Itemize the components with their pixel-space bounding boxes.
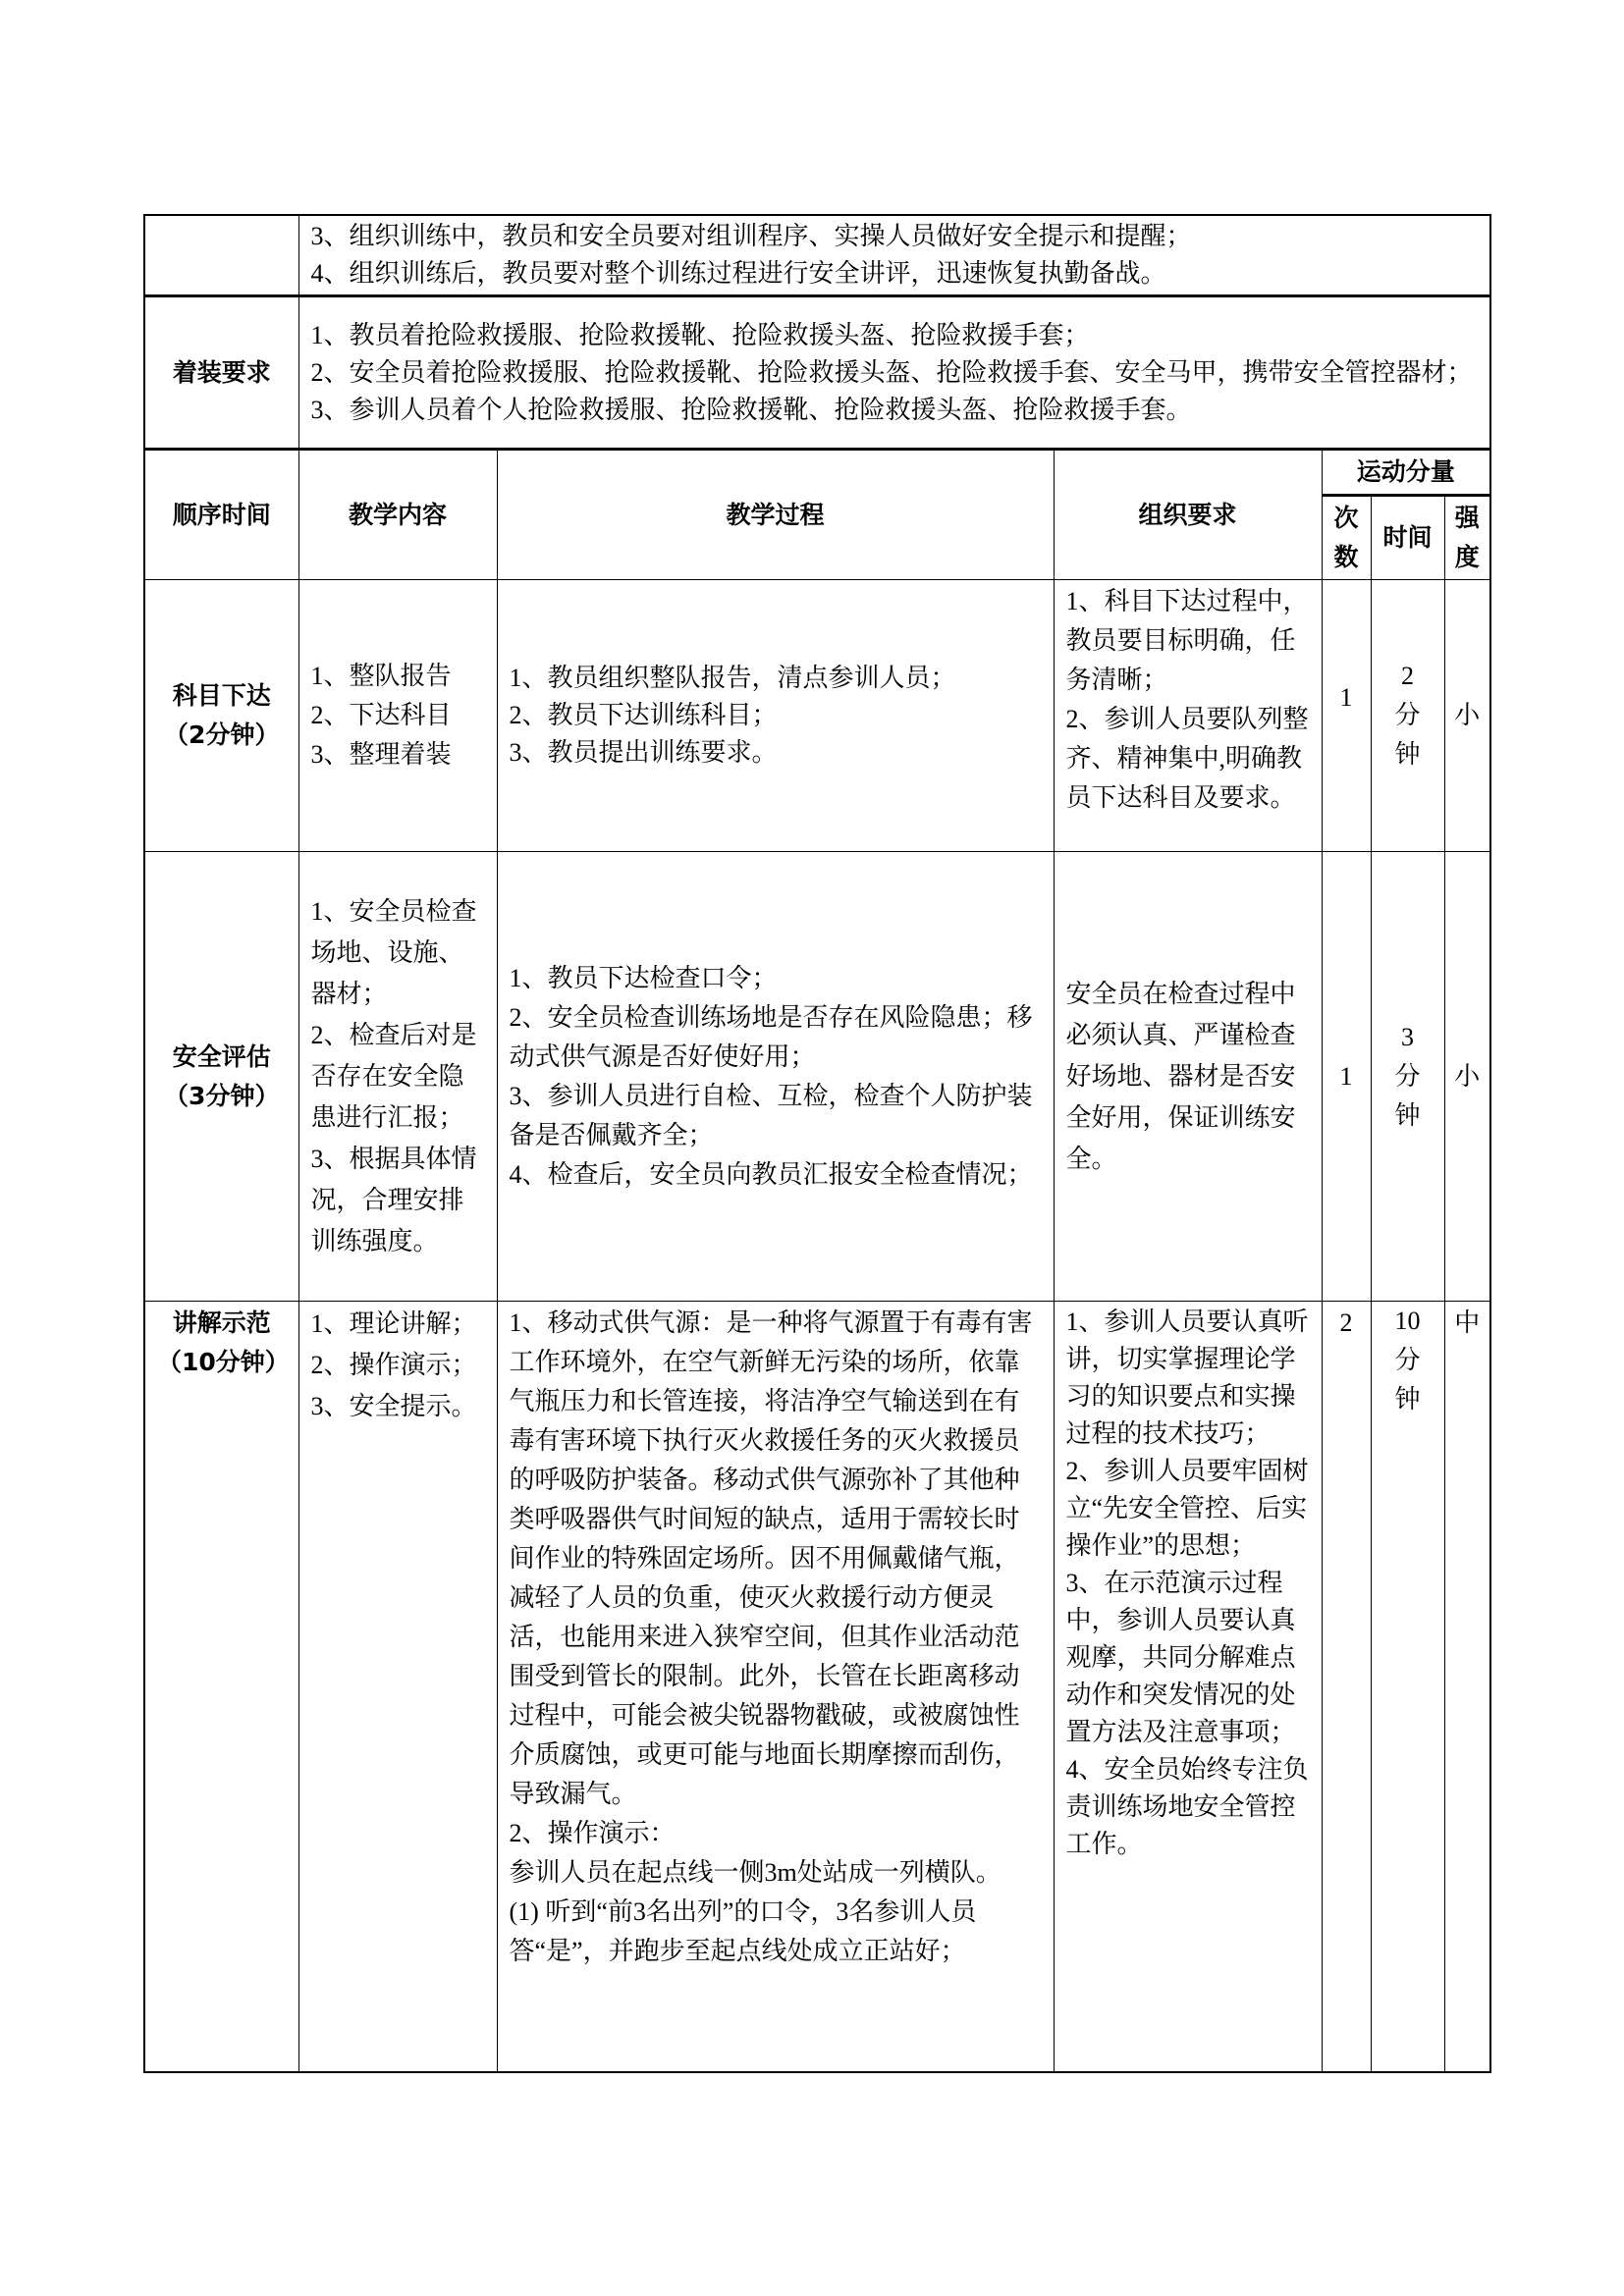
process-cell [497,852,1054,1302]
process-item: (1) 听到“前3名出列”的口令，3名参训人员答“是”，并跑步至起点线处成立正站好； [509,1897,977,1965]
header-row [144,450,1490,496]
count-cell: 1 [1322,580,1371,852]
content-item: 2、检查后对是否存在安全隐患进行汇报； [310,1020,477,1132]
header-intensity: 强度 [1444,496,1490,580]
attire-row [144,296,1490,450]
process-item: 2、安全员检查训练场地是否存在风险隐患；移动式供气源是否好使好用； [509,1002,1033,1071]
text-line: 3、组织训练中，教员和安全员要对组训程序、实操人员做好安全提示和提醒； [310,222,1192,250]
content-cell [298,580,497,852]
process-cell [497,580,1054,852]
attire-label: 着装要求 [144,296,298,450]
stage-name: 讲解示范 [172,1308,271,1337]
text-line: 4、组织训练后，教员要对整个训练过程进行安全讲评，迅速恢复执勤备战。 [310,259,1166,288]
process-item: 3、教员提出训练要求。 [509,738,778,767]
content-item: 3、安全提示。 [310,1392,477,1420]
process-item: 3、参训人员进行自检、互检，检查个人防护装备是否佩戴齐全； [509,1081,1033,1149]
header-content: 教学内容 [298,450,497,580]
table-row [144,852,1490,1302]
intensity-cell: 小 [1444,580,1490,852]
header-count: 次数 [1322,496,1371,580]
requirement-item: 4、安全员始终专注负责训练场地安全管控工作。 [1065,1755,1309,1858]
attire-cell [298,296,1490,450]
process-cell [497,1302,1054,2072]
count-cell: 2 [1322,1302,1371,2072]
text-line: 2、安全员着抢险救援服、抢险救援靴、抢险救援头盔、抢险救援手套、安全马甲，携带安全管控器材； [310,357,1473,387]
text-line: 1、教员着抢险救援服、抢险救援靴、抢险救援头盔、抢险救援手套； [310,320,1090,349]
stage-cell [144,852,298,1302]
stage-cell [144,1302,298,2072]
stage-cell [144,580,298,852]
intensity-cell: 中 [1444,1302,1490,2072]
time-cell: 2分钟 [1371,580,1444,852]
time-cell: 3分钟 [1371,852,1444,1302]
process-item: 1、教员下达检查口令； [509,963,778,992]
stage-name: 科目下达 [172,681,271,710]
header-process: 教学过程 [497,450,1054,580]
table-row [144,580,1490,852]
requirement-item: 2、参训人员要牢固树立“先安全管控、后实操作业”的思想； [1065,1457,1309,1560]
content-item: 3、整理着装 [310,740,452,769]
time-cell: 10分钟 [1371,1302,1444,2072]
safety-steps-row [144,215,1490,296]
requirement-item: 3、在示范演示过程中，参训人员要认真观摩，共同分解难点动作和突发情况的处置方法及注意事项； [1065,1569,1296,1746]
content-item: 3、根据具体情况，合理安排训练强度。 [310,1144,477,1255]
text-line: 3、参训人员着个人抢险救援服、抢险救援靴、抢险救援头盔、抢险救援手套。 [310,395,1192,424]
content-item: 2、下达科目 [310,701,452,729]
header-order-time: 顺序时间 [144,450,298,580]
process-item: 1、移动式供气源：是一种将气源置于有毒有害工作环境外，在空气新鲜无污染的场所，依靠气瓶压力和长管连接，将洁净空气输送到在有毒有害环境下执行灭火救援任务的灭火救援员的呼吸防护装备。移动式供气源弥补了其他种类呼吸器供气时间短的缺点，适用于需较长时间作业的特殊固定场所。因不用佩戴储气瓶，减轻了人员的负重，使灭火救援行动方便灵活，也能用来进入狭窄空间，但其作业活动范围受到管长的限制。此外，长管在长距离移动过程中，可能会被尖锐器物戳破，或被腐蚀性介质腐蚀，或更可能与地面长期摩擦而刮伤，导致漏气。 [509,1308,1033,1808]
content-item: 1、整队报告 [310,662,452,690]
empty-label-cell [144,215,298,296]
content-cell [298,852,497,1302]
process-item: 参训人员在起点线一侧3m处站成一列横队。 [509,1858,1001,1887]
training-plan-table [143,214,1491,2073]
requirement-item: 2、参训人员要队列整齐、精神集中,明确教员下达科目及要求。 [1065,705,1309,812]
content-item: 2、操作演示； [310,1351,477,1379]
process-item: 2、操作演示： [509,1819,676,1847]
process-item: 2、教员下达训练科目； [509,701,778,729]
requirement-item: 安全员在检查过程中必须认真、严谨检查好场地、器材是否安全好用，保证训练安全。 [1065,979,1296,1173]
table-row [144,1302,1490,2072]
requirement-item: 1、参训人员要认真听讲，切实掌握理论学习的知识要点和实操过程的技术技巧； [1065,1308,1309,1448]
header-time: 时间 [1371,496,1444,580]
intensity-cell: 小 [1444,852,1490,1302]
stage-duration: （3分钟） [164,1081,280,1110]
stage-name: 安全评估 [172,1041,271,1071]
content-item: 1、安全员检查场地、设施、器材； [310,896,477,1008]
stage-duration: （10分钟） [157,1348,290,1376]
content-cell [298,1302,497,2072]
process-item: 1、教员组织整队报告，清点参训人员； [509,664,956,692]
requirement-item: 1、科目下达过程中，教员要目标明确，任务清晰； [1065,587,1309,694]
requirements-cell [1054,580,1322,852]
requirements-cell [1054,852,1322,1302]
header-requirements: 组织要求 [1054,450,1322,580]
process-item: 4、检查后，安全员向教员汇报安全检查情况； [509,1159,1033,1189]
requirements-cell [1054,1302,1322,2072]
content-item: 1、理论讲解； [310,1309,477,1338]
stage-duration: （2分钟） [164,721,280,749]
safety-steps-cell [298,215,1490,296]
count-cell: 1 [1322,852,1371,1302]
header-exercise-load: 运动分量 [1322,450,1490,496]
